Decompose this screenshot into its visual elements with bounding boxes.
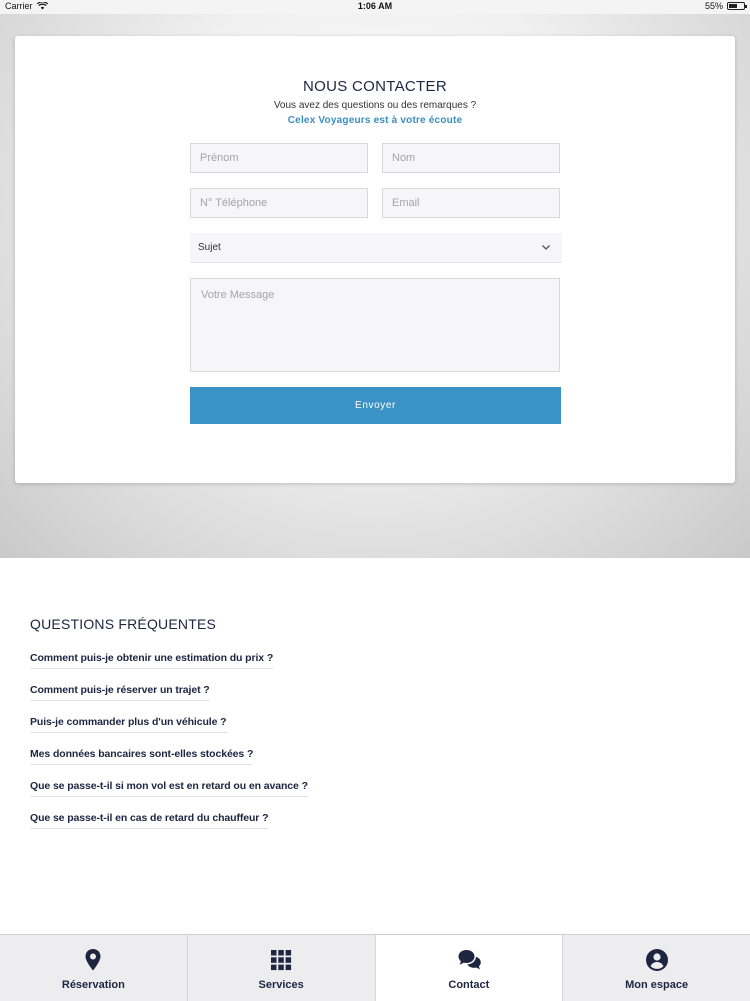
faq-list — [30, 648, 308, 840]
faq-link[interactable]: Puis-je commander plus d'un véhicule ? — [30, 716, 227, 733]
battery-percent: 55% — [704, 1, 723, 11]
grid-icon — [268, 947, 294, 973]
contact-subtitle: Vous avez des questions ou des remarques ? — [273, 100, 477, 111]
battery-fill — [729, 4, 737, 8]
faq-item — [30, 776, 308, 808]
faq-item — [30, 680, 308, 712]
chat-bubbles-icon — [456, 947, 482, 973]
carrier-label: Carrier — [5, 1, 33, 11]
status-bar — [0, 0, 750, 14]
tab-contact[interactable] — [376, 935, 564, 1001]
tab-mon-espace[interactable] — [563, 935, 750, 1001]
contact-title: NOUS CONTACTER — [303, 78, 447, 95]
tab-services[interactable] — [188, 935, 376, 1001]
faq-link[interactable]: Mes données bancaires sont-elles stockées ? — [30, 748, 253, 765]
email-input[interactable] — [382, 188, 560, 218]
faq-item — [30, 712, 308, 744]
tab-label: Mon espace — [625, 979, 689, 991]
nom-input[interactable] — [382, 143, 560, 173]
contact-tagline: Celex Voyageurs est à votre écoute — [287, 115, 463, 126]
send-button[interactable]: Envoyer — [190, 387, 561, 424]
faq-item — [30, 808, 308, 840]
message-textarea[interactable] — [190, 278, 560, 372]
location-pin-icon — [80, 947, 106, 973]
user-circle-icon — [644, 947, 670, 973]
faq-link[interactable]: Que se passe-t-il en cas de retard du chauffeur ? — [30, 812, 268, 829]
chevron-down-icon — [540, 241, 552, 253]
faq-link[interactable]: Comment puis-je réserver un trajet ? — [30, 684, 210, 701]
faq-item — [30, 648, 308, 680]
tab-label: Contact — [448, 979, 490, 991]
tab-label: Réservation — [61, 979, 125, 991]
status-time: 1:06 AM — [357, 1, 393, 11]
prenom-input[interactable] — [190, 143, 368, 173]
faq-item — [30, 744, 308, 776]
contact-card — [15, 36, 735, 483]
tab-reservation[interactable] — [0, 935, 188, 1001]
faq-link[interactable]: Comment puis-je obtenir une estimation du prix ? — [30, 652, 273, 669]
faq-link[interactable]: Que se passe-t-il si mon vol est en retard ou en avance ? — [30, 780, 308, 797]
status-right — [705, 1, 745, 11]
subject-select[interactable] — [190, 233, 562, 263]
subject-select-value: Sujet — [198, 242, 221, 253]
battery-icon — [727, 2, 745, 10]
telephone-input[interactable] — [190, 188, 368, 218]
tab-bar — [0, 934, 750, 1001]
faq-title: QUESTIONS FRÉQUENTES — [30, 616, 217, 632]
tab-label: Services — [258, 979, 304, 991]
